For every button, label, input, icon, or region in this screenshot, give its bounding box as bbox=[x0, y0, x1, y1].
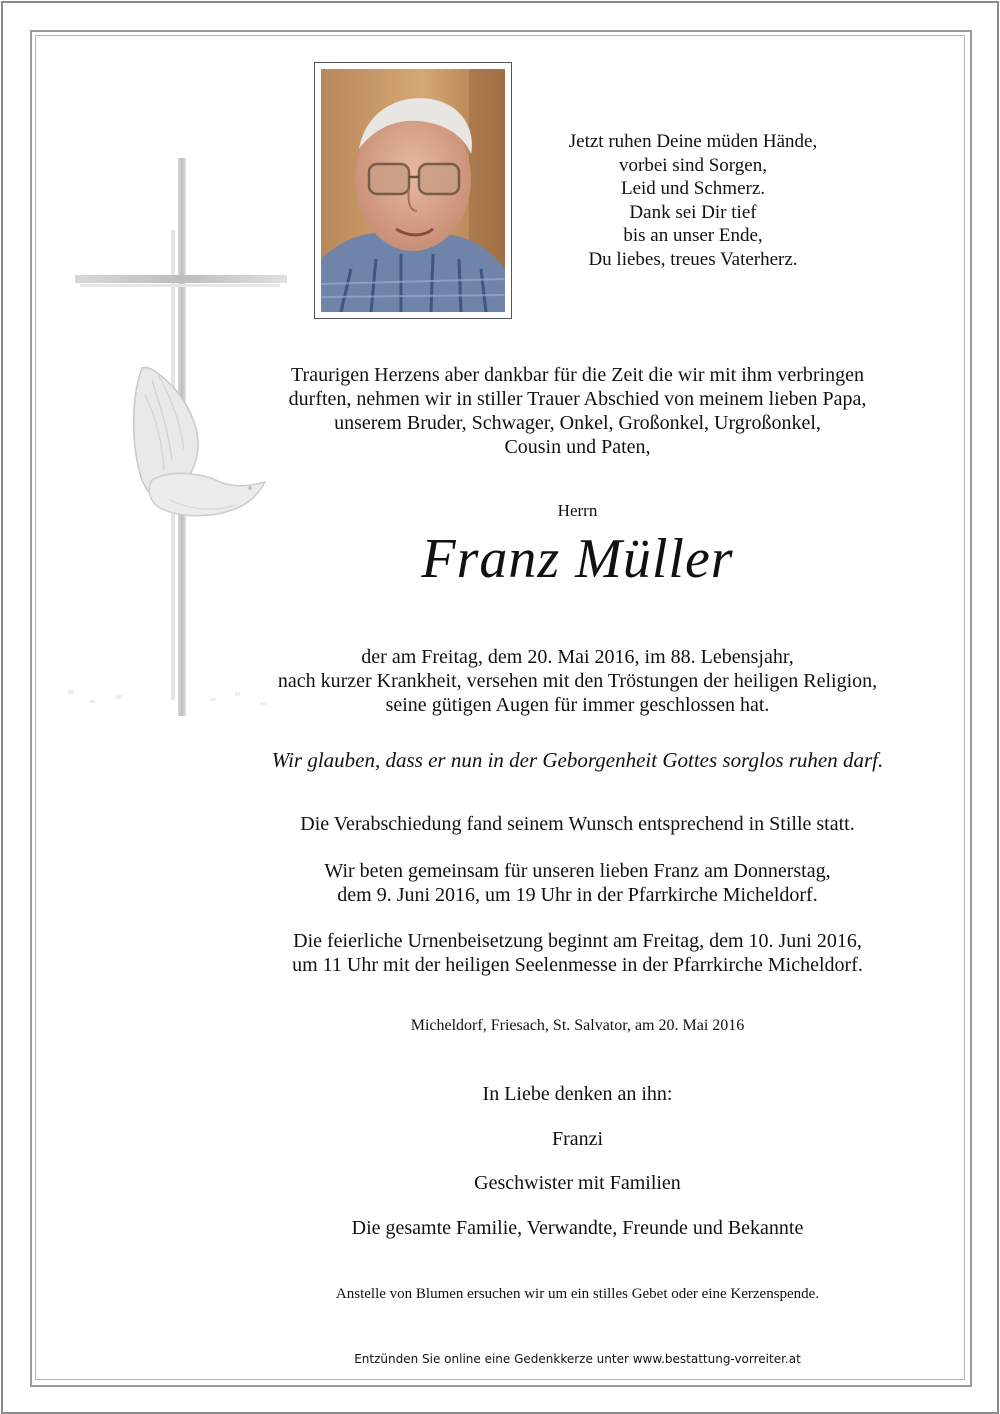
poem-line: Jetzt ruhen Deine müden Hände, bbox=[568, 131, 818, 152]
poem-line: bis an unser Ende, bbox=[623, 225, 763, 246]
online-candle-note: Entzünden Sie online eine Gedenkkerze unter www.bestattung-vorreiter.at bbox=[354, 1352, 801, 1366]
poem-line: Dank sei Dir tief bbox=[629, 201, 757, 223]
poem-line: Du liebes, treues Vaterherz. bbox=[588, 248, 798, 270]
urn-line: Die feierliche Urnenbeisetzung beginnt am Freitag, dem 10. Juni 2016, bbox=[293, 930, 862, 952]
prayer-service bbox=[215, 859, 940, 907]
prayer-line: dem 9. Juni 2016, um 19 Uhr in der Pfarrkirche Micheldorf. bbox=[337, 884, 818, 906]
mourners-title: In Liebe denken an ihn: bbox=[482, 1083, 673, 1105]
mourner-entry: Franzi bbox=[551, 1128, 604, 1150]
death-notice bbox=[215, 645, 940, 717]
poem-line: vorbei sind Sorgen, bbox=[619, 154, 767, 176]
intro-line: Cousin und Paten, bbox=[504, 436, 651, 458]
mourner-entry: Geschwister mit Familien bbox=[474, 1172, 681, 1194]
urn-burial bbox=[215, 929, 940, 977]
death-line: der am Freitag, dem 20. Mai 2016, im 88. Lebensjahr, bbox=[361, 646, 794, 668]
portrait-photo bbox=[321, 69, 505, 312]
belief-statement: Wir glauben, dass er nun in der Geborgenheit Gottes sorglos ruhen darf. bbox=[271, 748, 884, 772]
intro-line: unserem Bruder, Schwager, Onkel, Großonkel, Urgroßonkel, bbox=[334, 412, 821, 434]
flowers-note: Anstelle von Blumen ersuchen wir um ein stilles Gebet oder eine Kerzenspende. bbox=[335, 1286, 820, 1302]
death-line: nach kurzer Krankheit, versehen mit den Tröstungen der heiligen Religion, bbox=[277, 670, 878, 692]
intro-line: Traurigen Herzens aber dankbar für die Zeit die wir mit ihm verbringen bbox=[291, 364, 864, 386]
intro-paragraph bbox=[215, 363, 940, 459]
place-date: Micheldorf, Friesach, St. Salvator, am 20. Mai 2016 bbox=[410, 1017, 745, 1034]
farewell-note: Die Verabschiedung fand seinem Wunsch entsprechend in Stille statt. bbox=[300, 813, 855, 835]
poem-line: Leid und Schmerz. bbox=[620, 178, 766, 199]
portrait-frame bbox=[314, 62, 512, 319]
poem-verse bbox=[512, 130, 874, 271]
death-line: seine gütigen Augen für immer geschlossen hat. bbox=[385, 694, 770, 716]
deceased-name: Franz Müller bbox=[421, 528, 734, 590]
urn-line: um 11 Uhr mit der heiligen Seelenmesse in der Pfarrkirche Micheldorf. bbox=[292, 954, 863, 976]
salutation: Herrn bbox=[557, 501, 598, 520]
intro-line: durften, nehmen wir in stiller Trauer Abschied von meinem lieben Papa, bbox=[288, 388, 867, 410]
prayer-line: Wir beten gemeinsam für unseren lieben Franz am Donnerstag, bbox=[324, 860, 831, 882]
mourner-entry: Die gesamte Familie, Verwandte, Freunde und Bekannte bbox=[351, 1217, 804, 1239]
